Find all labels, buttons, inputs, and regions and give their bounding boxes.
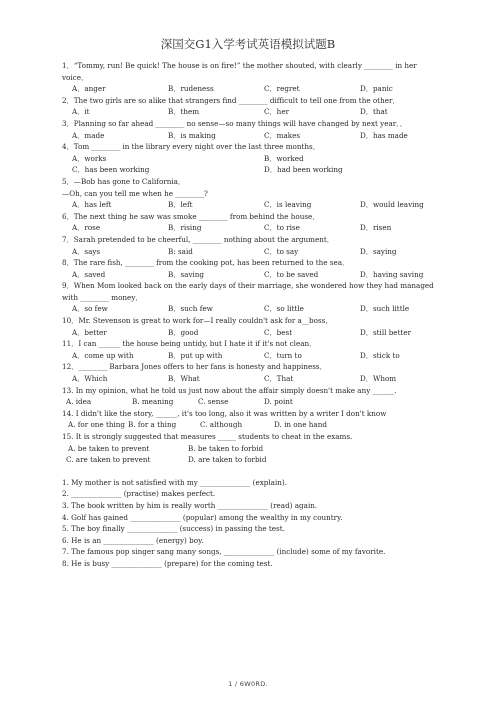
fill-question-2: 2. ______________ (practise) makes perfect. (62, 489, 216, 499)
fill-question-3: 3. The book written by him is really worth ______________ (read) again. (62, 500, 318, 510)
option-a: A．says (72, 246, 101, 256)
options-15a (62, 443, 434, 455)
option-a: A．Which (72, 374, 108, 384)
question-1: 1．“Tommy, run! Be quick! The house is on fire!” the mother shouted, with clearly ________ in her voice． (62, 61, 417, 82)
option-d: D．still better (360, 327, 412, 337)
option-b: B: said (168, 246, 193, 256)
option-b: B．good (168, 327, 199, 337)
option-a: A．it (72, 107, 90, 117)
question-9: 9．When Mom looked back on the early days of their marriage, she wondered how they had managed with ________ money． (62, 281, 434, 302)
option-d: D．stick to (360, 350, 400, 360)
option-a: A. for one thing (68, 420, 126, 430)
option-a: A．has left (72, 200, 112, 210)
page-footer: 1 / 6W0RD. (228, 680, 268, 688)
option-b: B．them (168, 107, 200, 117)
option-b: B．rising (168, 223, 202, 233)
question-6: 6．The next thing he saw was smoke ________ from behind the house． (62, 211, 320, 221)
question-10: 10．Mr. Stevenson is great to work for—I really couldn't ask for a__boss． (62, 316, 333, 326)
question-list (62, 60, 434, 570)
option-c: C．her (264, 107, 290, 117)
question-13: 13. In my opinion, what he told us just now about the affair simply doesn't make any ______. (62, 385, 397, 395)
option-d: D. in one hand (274, 420, 327, 430)
option-c: C．That (264, 374, 294, 384)
option-d: D．panic (360, 84, 393, 94)
option-d: D．having saving (360, 269, 424, 279)
option-d: D．had been working (264, 165, 343, 175)
option-a: A．better (72, 327, 107, 337)
option-c: C．turn to (264, 350, 302, 360)
option-d: D．that (360, 107, 388, 117)
question-14: 14. I didn't like the story, ______, it's too long, also it was written by a writer I don't know (62, 408, 387, 418)
options-10 (62, 327, 434, 339)
option-c: C．is leaving (264, 200, 312, 210)
question-11: 11．I can ______ the house being untidy, but I hate it if it's not clean． (62, 339, 317, 349)
option-c: C．has been working (72, 165, 150, 175)
fill-question-6: 6. He is an ______________ (energy) boy. (62, 535, 204, 545)
option-a: A．made (72, 130, 105, 140)
question-5-reply: —Oh, can you tell me when he ________? (62, 188, 208, 198)
option-a: A．rose (72, 223, 101, 233)
option-b: B．worked (264, 153, 304, 163)
question-8: 8．The rare fish, ________ from the cooking pot, has been returned to the sea． (62, 258, 350, 268)
options-4b (62, 164, 434, 176)
option-a: A. be taken to prevent (68, 443, 150, 453)
option-a: A．so few (72, 304, 108, 314)
option-b: B．What (168, 374, 200, 384)
question-12: 12．________ Barbara Jones offers to her fans is honesty and happiness． (62, 362, 327, 372)
options-13 (62, 396, 434, 408)
option-d: D．such little (360, 304, 410, 314)
fill-question-8: 8. He is busy ______________ (prepare) for the coming test. (62, 558, 273, 568)
question-2: 2．The two girls are so alike that strangers find ________ difficult to tell one from the other． (62, 95, 400, 105)
options-6 (62, 222, 434, 234)
options-3 (62, 130, 434, 142)
option-c: C．to rise (264, 223, 300, 233)
option-b: B．rudeness (168, 84, 214, 94)
options-14 (62, 419, 434, 431)
fill-question-4: 4. Golf has gained ______________ (popular) among the wealthy in my country. (62, 512, 343, 522)
option-a: A. idea (66, 397, 92, 407)
options-15b (62, 454, 434, 466)
option-b: B．saving (168, 269, 205, 279)
options-7 (62, 246, 434, 258)
option-d: D．has made (360, 130, 408, 140)
option-a: A．works (72, 153, 107, 163)
options-1 (62, 83, 434, 95)
option-c: C．makes (264, 130, 301, 140)
options-12 (62, 373, 434, 385)
fill-question-7: 7. The famous pop singer sang many songs, ______________ (include) some of my favorite. (62, 547, 386, 557)
question-3: 3．Planning so far ahead ________ no sense—so many things will have changed by next year．． (62, 118, 407, 128)
option-b: B．is making (168, 130, 216, 140)
option-b: B. be taken to forbid (188, 443, 264, 453)
question-15: 15. It is strongly suggested that measures _____ students to cheat in the exams. (62, 432, 353, 441)
option-c: C．so little (264, 304, 304, 314)
option-c: C．to say (264, 246, 299, 256)
question-7: 7．Sarah pretended to be cheerful, ________ nothing about the argument． (62, 234, 334, 244)
option-c: C. are taken to prevent (66, 455, 151, 465)
question-5: 5．—Bob has gone to California． (62, 176, 186, 186)
option-b: B．left (168, 200, 193, 210)
option-c: C. sense (198, 397, 229, 407)
option-c: C. although (200, 420, 243, 430)
option-b: B. meaning (132, 397, 174, 407)
question-4: 4．Tom ________ in the library every night over the last three months． (62, 142, 320, 152)
option-c: C．to be saved (264, 269, 319, 279)
options-2 (62, 106, 434, 118)
fill-question-1: 1. My mother is not satisfied with my ______________ (explain). (62, 477, 287, 487)
option-b: B．put up with (168, 350, 223, 360)
option-c: C．regret (264, 84, 300, 94)
option-d: D．saying (360, 246, 397, 256)
option-a: A．come up with (72, 350, 134, 360)
options-5 (62, 199, 434, 211)
options-8 (62, 269, 434, 281)
option-d: D．risen (360, 223, 392, 233)
option-d: D．Whom (360, 374, 397, 384)
option-d: D．would leaving (360, 200, 424, 210)
option-a: A．anger (72, 84, 106, 94)
option-d: D. are taken to forbid (188, 455, 267, 465)
option-b: B. for a thing (128, 420, 177, 430)
option-a: A．saved (72, 269, 106, 279)
option-b: B．such few (168, 304, 213, 314)
options-11 (62, 350, 434, 362)
options-4a (62, 153, 434, 165)
options-9 (62, 303, 434, 315)
fill-question-5: 5. The boy finally ______________ (success) in passing the test. (62, 524, 285, 534)
page-title: 深国交G1入学考试英语模拟试题B (160, 37, 336, 51)
option-d: D. point (264, 397, 293, 407)
option-c: C．best (264, 327, 293, 337)
